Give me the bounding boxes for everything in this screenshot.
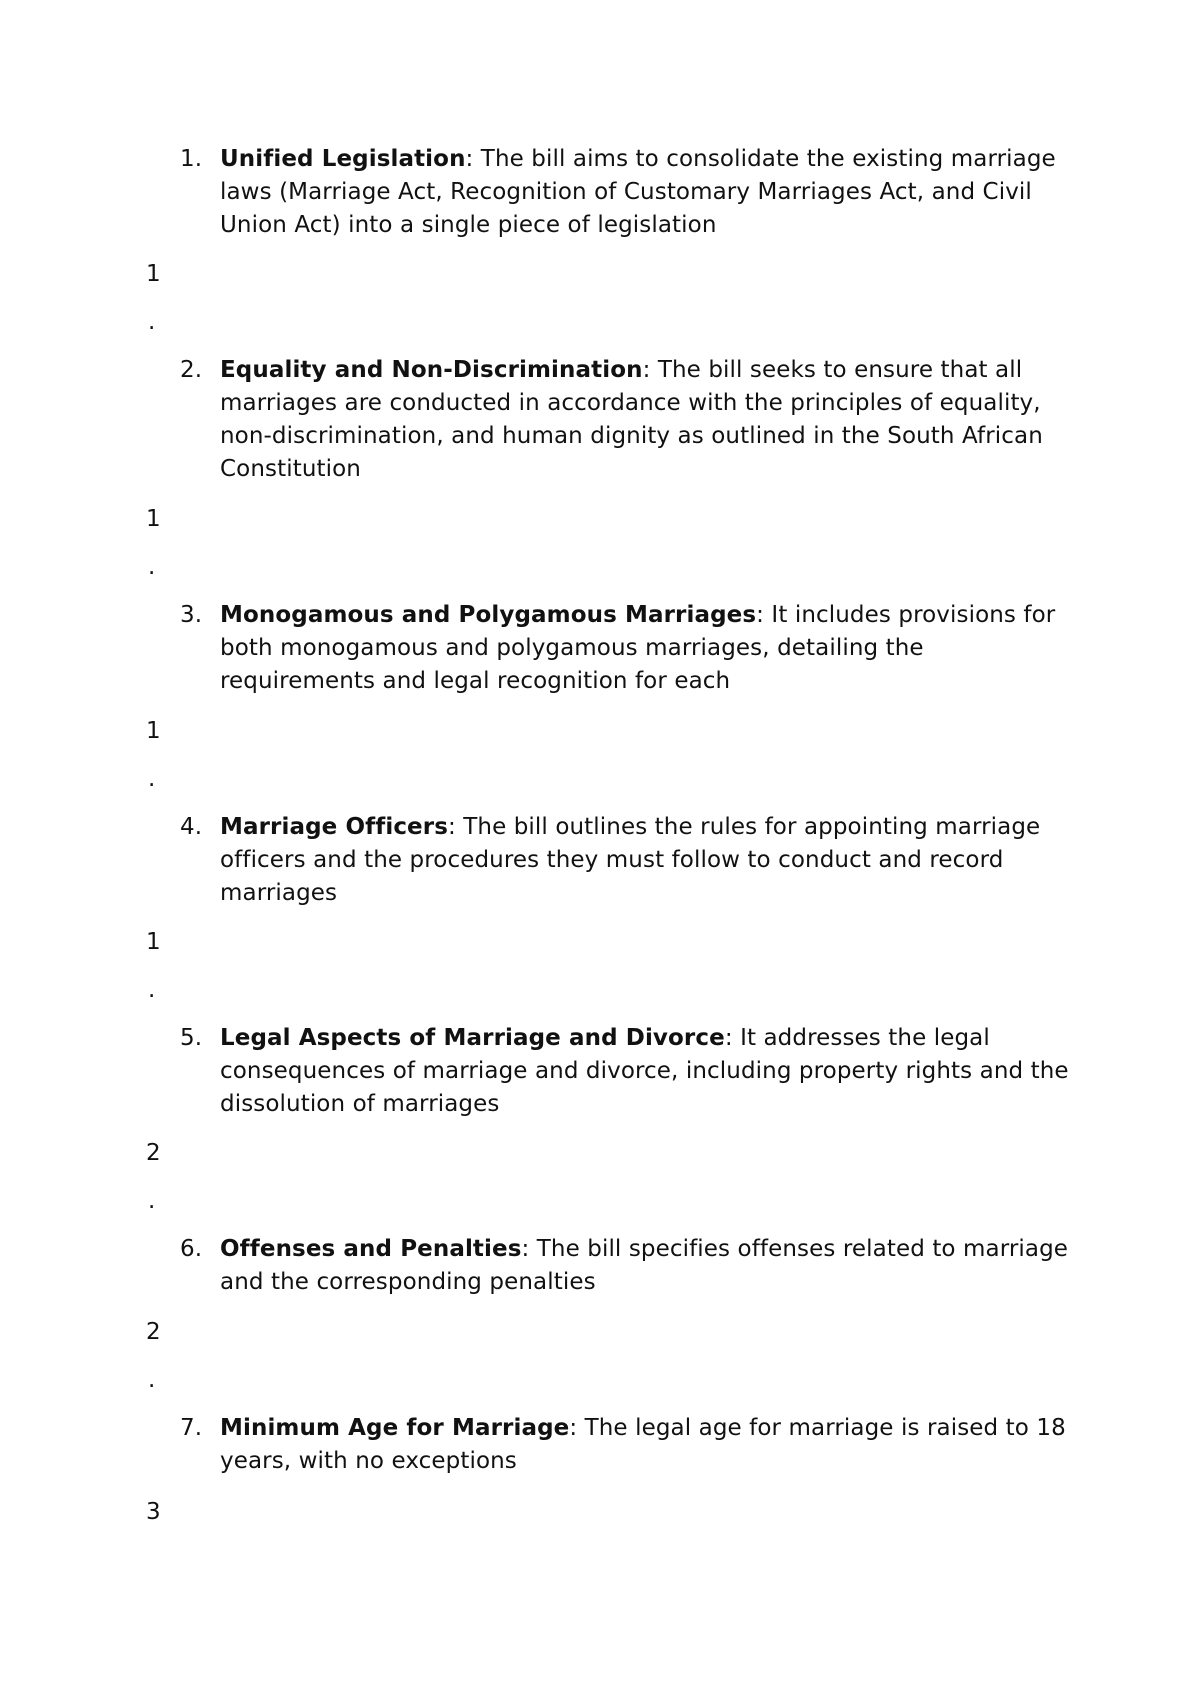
list-number: 1. — [180, 146, 203, 172]
item-body: : The bill aims to consolidate the existing marriage laws (Marriage Act, Recognition of Customary Marriages Act, and Civil Union Act) into a single piece of legislation — [220, 146, 1056, 238]
item-body: : The legal age for marriage is raised to 18 years, with no exceptions — [220, 1415, 1066, 1474]
footnote-marker — [146, 258, 161, 335]
footnote-number: 1 — [146, 261, 161, 287]
list-number: 3. — [180, 602, 203, 628]
footnote-marker — [146, 1316, 161, 1393]
footnote-number: 3 — [146, 1499, 161, 1525]
item-body: : It includes provisions for both monogamous and polygamous marriages, detailing the requirements and legal recognition for each — [220, 602, 1056, 694]
list-number: 5. — [180, 1025, 203, 1051]
footnote-dot: . — [148, 1367, 156, 1393]
list-item — [180, 1233, 1080, 1299]
item-title: Unified Legislation — [220, 146, 466, 172]
list-item — [180, 811, 1080, 910]
footnote-marker — [146, 1137, 161, 1214]
item-title: Minimum Age for Marriage — [220, 1415, 570, 1441]
footnote-marker — [146, 1496, 161, 1529]
list-item-text — [220, 143, 1080, 242]
list-item — [180, 599, 1080, 698]
item-body: : It addresses the legal consequences of marriage and divorce, including property rights and the dissolution of marriages — [220, 1025, 1069, 1117]
item-title: Legal Aspects of Marriage and Divorce — [220, 1025, 725, 1051]
footnote-dot: . — [148, 309, 156, 335]
list-item — [180, 143, 1080, 242]
list-item-text — [220, 1233, 1080, 1299]
list-item — [180, 1022, 1080, 1121]
list-item — [180, 1412, 1080, 1478]
list-item-text — [220, 1412, 1080, 1478]
footnote-number: 1 — [146, 718, 161, 744]
item-title: Offenses and Penalties — [220, 1236, 522, 1262]
footnote-number: 1 — [146, 506, 161, 532]
list-item-text — [220, 1022, 1080, 1121]
footnote-dot: . — [148, 766, 156, 792]
item-title: Monogamous and Polygamous Marriages — [220, 602, 757, 628]
list-item-text — [220, 811, 1080, 910]
item-title: Marriage Officers — [220, 814, 448, 840]
list-number: 7. — [180, 1415, 203, 1441]
footnote-marker — [146, 503, 161, 580]
footnote-dot: . — [148, 977, 156, 1003]
list-number: 2. — [180, 357, 203, 383]
list-number: 6. — [180, 1236, 203, 1262]
footnote-marker — [146, 926, 161, 1003]
list-number: 4. — [180, 814, 203, 840]
footnote-dot: . — [148, 554, 156, 580]
list-item — [180, 354, 1080, 486]
item-title: Equality and Non-Discrimination — [220, 357, 643, 383]
footnote-number: 2 — [146, 1319, 161, 1345]
item-body: : The bill seeks to ensure that all marriages are conducted in accordance with the principles of equality, non-discrimination, and human dignity as outlined in the South African Constitution — [220, 357, 1043, 482]
footnote-number: 1 — [146, 929, 161, 955]
list-item-text — [220, 599, 1080, 698]
footnote-number: 2 — [146, 1140, 161, 1166]
item-body: : The bill outlines the rules for appointing marriage officers and the procedures they must follow to conduct and record marriages — [220, 814, 1041, 906]
list-item-text — [220, 354, 1080, 486]
footnote-marker — [146, 715, 161, 792]
footnote-dot: . — [148, 1188, 156, 1214]
item-body: : The bill specifies offenses related to marriage and the corresponding penalties — [220, 1236, 1069, 1295]
